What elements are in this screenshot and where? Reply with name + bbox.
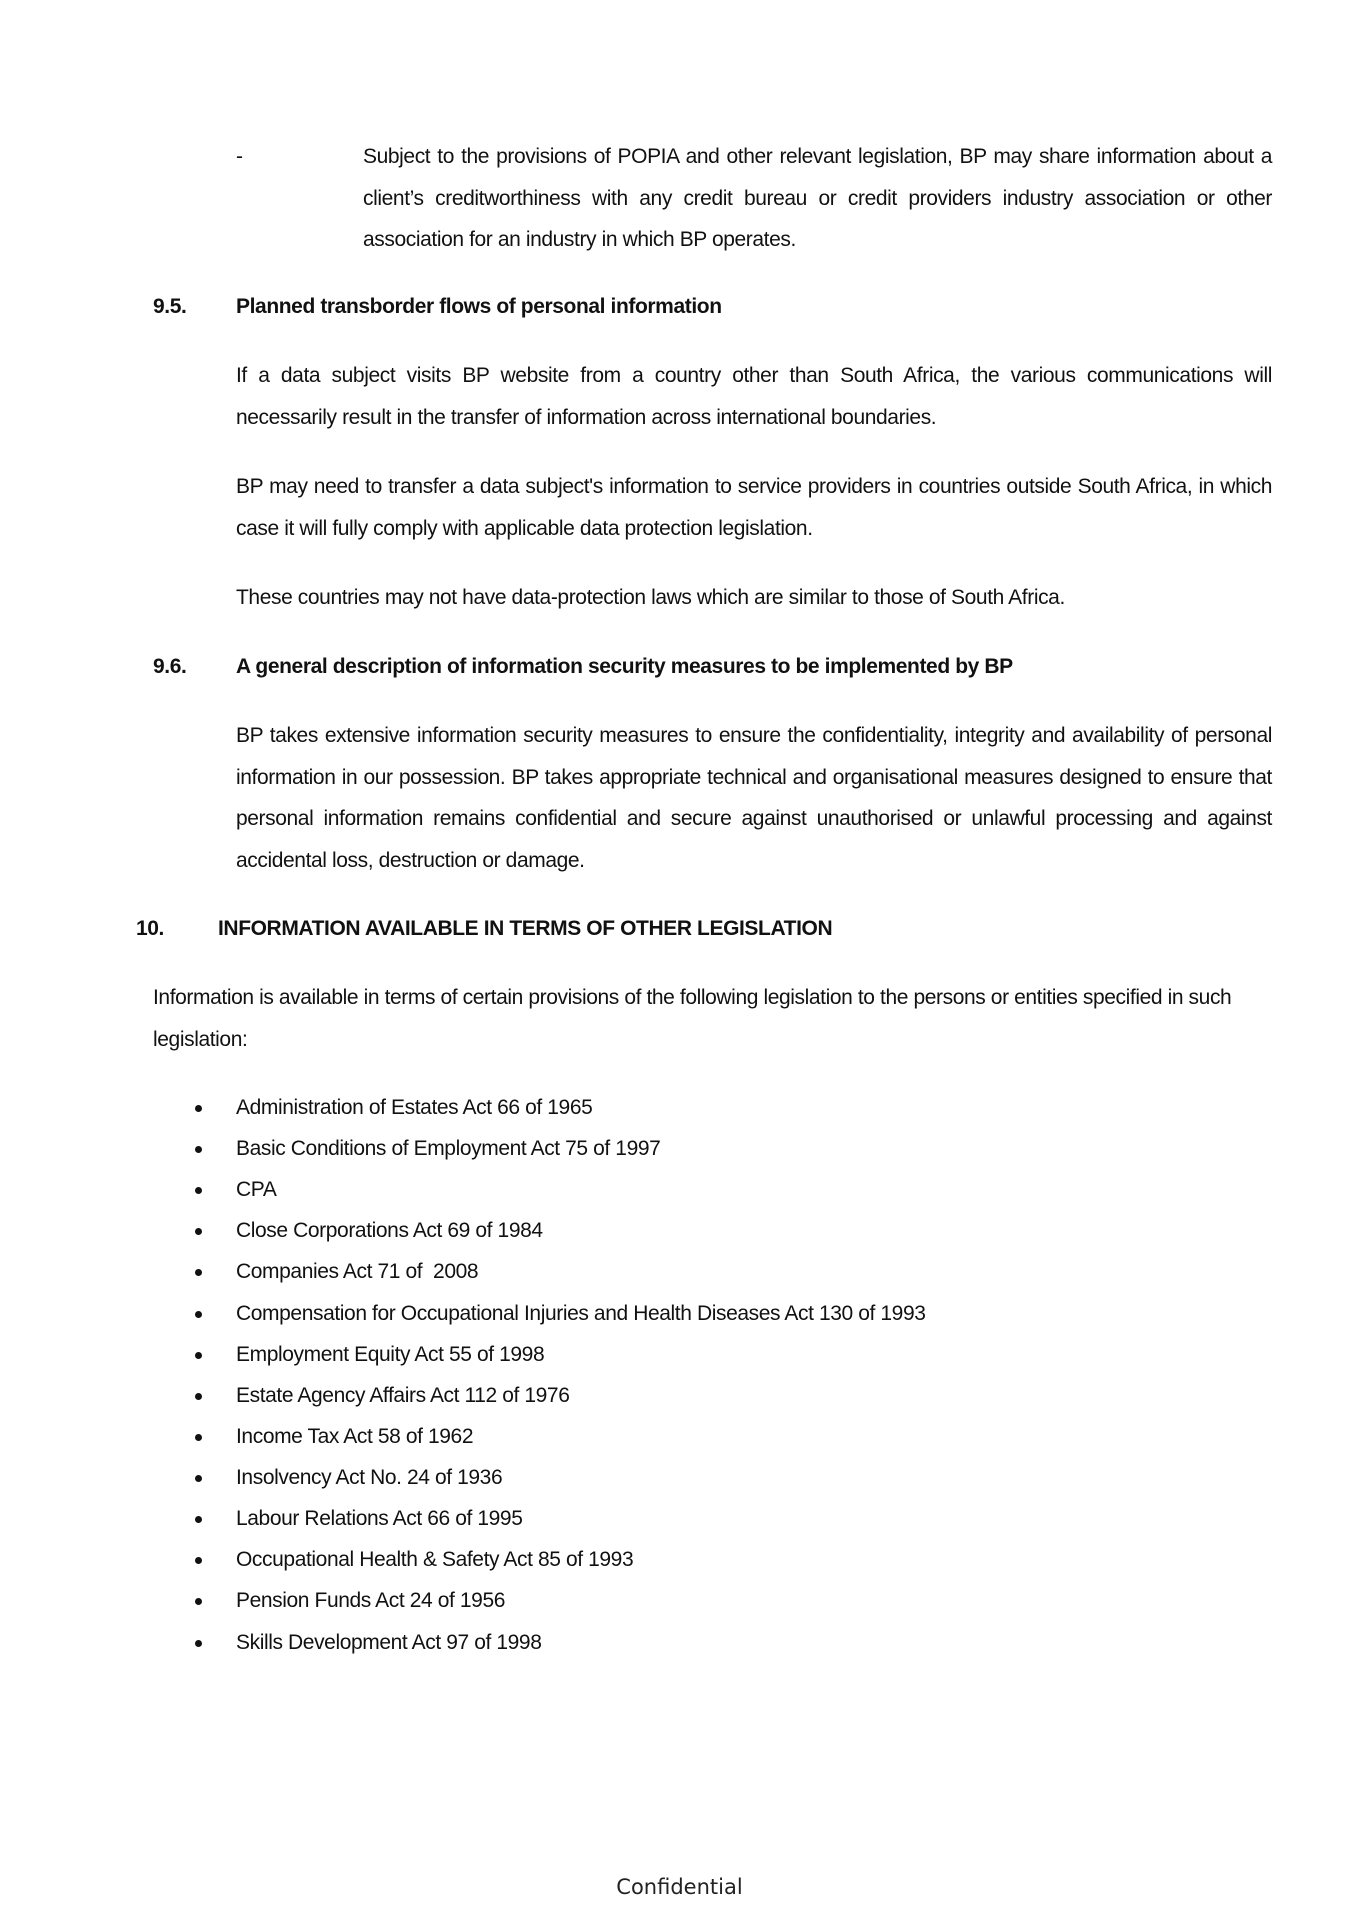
bullet-icon (195, 1228, 202, 1235)
bullet-icon (195, 1598, 202, 1605)
bullet-icon (195, 1187, 202, 1194)
section-9-5-paragraph-3: These countries may not have data-protection laws which are similar to those of South Africa. (236, 586, 1065, 609)
section-9-5-title: Planned transborder flows of personal information (236, 295, 722, 318)
section-9-6-number: 9.6. (153, 655, 187, 678)
section-10-number: 10. (136, 917, 164, 940)
bullet-icon (195, 1269, 202, 1276)
bullet-icon (195, 1105, 202, 1112)
bullet-icon (195, 1516, 202, 1523)
bullet-icon (195, 1146, 202, 1153)
section-10-title: INFORMATION AVAILABLE IN TERMS OF OTHER LEGISLATION (218, 917, 833, 940)
section-9-5-number: 9.5. (153, 295, 187, 318)
section-9-5-paragraph-1: If a data subject visits BP website from a country other than South Africa, the various communications will necessarily result in the transfer of information across international boundaries. (236, 364, 1272, 429)
confidential-footer: Confidential (616, 1875, 743, 1899)
bullet-icon (195, 1434, 202, 1441)
bullet-icon (195, 1475, 202, 1482)
bullet-icon (195, 1557, 202, 1564)
section-10-intro: Information is available in terms of certain provisions of the following legislation to the persons or entities specified in such legislation: (153, 986, 1232, 1051)
list-dash-marker: - (236, 145, 243, 168)
bullet-icon (195, 1352, 202, 1359)
creditworthiness-paragraph: Subject to the provisions of POPIA and other relevant legislation, BP may share information about a client’s creditworthiness with any credit bureau or credit providers industry association or other association for an industry in which BP operates. (363, 145, 1272, 251)
section-9-6-title: A general description of information security measures to be implemented by BP (236, 655, 1013, 678)
section-9-6-paragraph: BP takes extensive information security measures to ensure the confidentiality, integrity and availability of personal information in our possession. BP takes appropriate technical and organisational measures designed to ensure that personal information remains confidential and secure against unauthorised or unlawful processing and against accidental loss, destruction or damage. (236, 724, 1272, 872)
bullet-icon (195, 1640, 202, 1647)
bullet-icon (195, 1393, 202, 1400)
section-9-5-paragraph-2: BP may need to transfer a data subject's information to service providers in countries outside South Africa, in which case it will fully comply with applicable data protection legislation. (236, 475, 1272, 540)
bullet-icon (195, 1311, 202, 1318)
